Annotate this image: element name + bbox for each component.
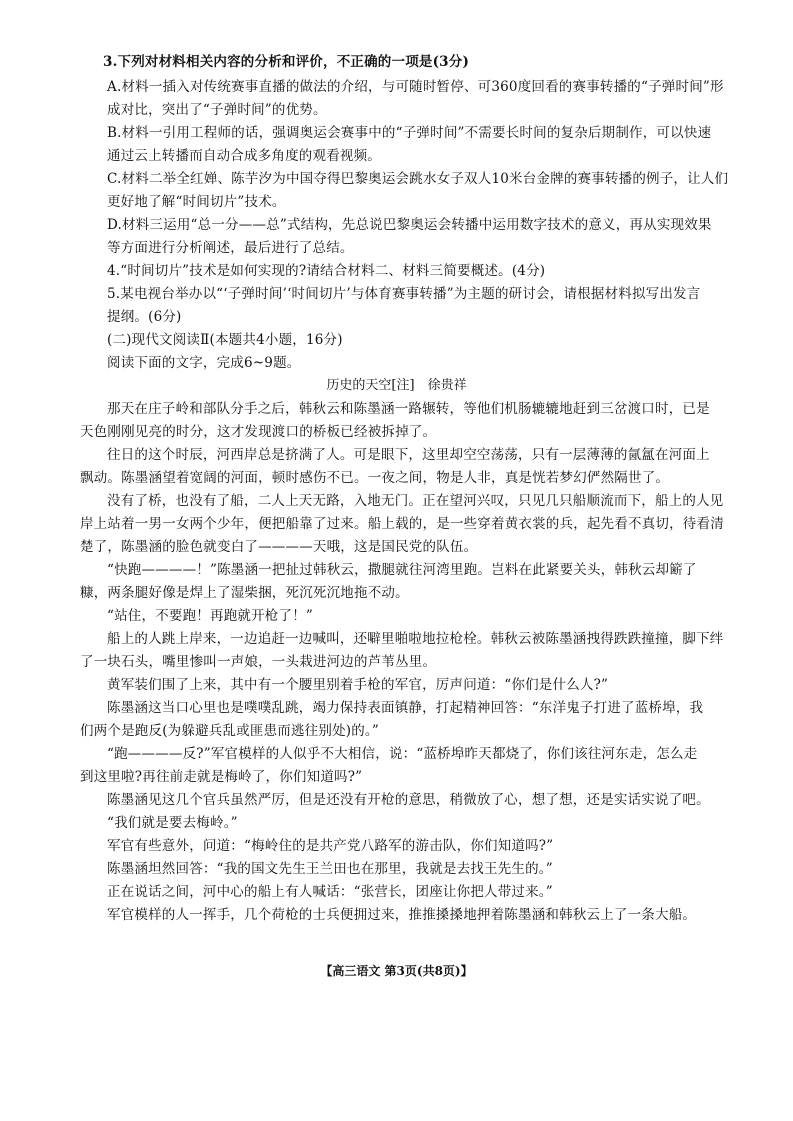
q3-option-a-line1: A.材料一插入对传统赛事直播的做法的介绍，与可随时暂停、可360度回看的赛事转播的“子弹时间”形 bbox=[107, 79, 724, 95]
paragraph-line: 糠，两条腿好像是焊上了湿柴捆，死沉死沉地拖不动。 bbox=[80, 585, 409, 601]
paragraph-line: 陈墨涵坦然回答：“我的国文先生王兰田也在那里，我就是去找王先生的。” bbox=[107, 861, 553, 877]
paragraph-line: 船上的人跳上岸来，一边追赶一边喊叫，还噼里啪啦地拉枪栓。韩秋云被陈墨涵拽得跌跌撞撞，脚下绊 bbox=[107, 631, 724, 647]
q3-option-c-line1: C.材料二举全红婵、陈芋汐为中国夺得巴黎奥运会跳水女子双人10米台金牌的赛事转播的例子，让人们 bbox=[107, 171, 729, 187]
paragraph-line: 飘动。陈墨涵望着宽阔的河面，顿时感伤不已。一夜之间，物是人非，真是恍若梦幻俨然隔世了。 bbox=[80, 470, 670, 486]
paragraph-line: “快跑————！”陈墨涵一把扯过韩秋云，撒腿就往河湾里跑。岂料在此紧要关头，韩秋云却簖了 bbox=[107, 562, 697, 578]
q3-option-d-line2: 等方面进行分析阐述，最后进行了总结。 bbox=[107, 240, 354, 256]
q5-stem-line1: 5.某电视台举办以“‘子弹时间’‘时间切片’与体育赛事转播”为主题的研讨会，请根据材料拟写出发言 bbox=[107, 286, 701, 302]
page-footer: 【高三语文 第3页(共8页)】 bbox=[320, 964, 473, 978]
paragraph-line: “跑————反?”军官模样的人似乎不大相信，说：“蓝桥埠昨天都烧了，你们该往河东走，怎么走 bbox=[107, 746, 698, 762]
paragraph-line: “站住，不要跑！再跑就开枪了！” bbox=[107, 608, 314, 624]
q4-stem: 4.“时间切片”技术是如何实现的?请结合材料二、材料三简要概述。(4分) bbox=[107, 263, 546, 279]
article-title: 历史的天空[注] 徐贵祥 bbox=[326, 378, 467, 393]
paragraph-line: 没有了桥，也没有了船，二人上天无路，入地无门。正在望河兴叹，只见几只船顺流而下，船上的人见 bbox=[107, 493, 724, 509]
paragraph-line: 黄军装们围了上来，其中有一个腰里别着手枪的军官，厉声问道：“你们是什么人?” bbox=[107, 677, 609, 693]
q3-option-b-line1: B.材料一引用工程师的话，强调奥运会赛事中的“子弹时间”不需要长时间的复杂后期制作，可以快速 bbox=[107, 125, 712, 141]
q3-stem: 3.下列对材料相关内容的分析和评价，不正确的一项是(3分) bbox=[103, 54, 470, 70]
paragraph-line: 军官有些意外，问道：“梅岭住的是共产党八路军的游击队，你们知道吗?” bbox=[107, 838, 554, 854]
paragraph-line: 楚了，陈墨涵的脸色就变白了————天哦，这是国民党的队伍。 bbox=[80, 539, 478, 555]
q3-option-b-line2: 通过云上转播而自动合成多角度的观看视频。 bbox=[107, 148, 381, 164]
paragraph-line: 陈墨涵这当口心里也是噗噗乱跳，竭力保持表面镇静，打起精神回答：“东洋鬼子打进了蓝桥埠，我 bbox=[107, 700, 704, 716]
paragraph-line: 陈墨涵见这几个官兵虽然严厉，但是还没有开枪的意思，稍微放了心，想了想，还是实话实说了吧。 bbox=[107, 792, 710, 808]
q5-stem-line2: 提纲。(6分) bbox=[107, 309, 182, 325]
paragraph-line: 正在说话之间，河中心的船上有人喊话：“张营长，团座让你把人带过来。” bbox=[107, 884, 553, 900]
q3-option-c-line2: 更好地了解“时间切片”技术。 bbox=[107, 194, 286, 210]
paragraph-line: 了一块石头，嘴里惨叫一声娘，一头栽进河边的芦苇丛里。 bbox=[80, 654, 437, 670]
q3-option-a-line2: 成对比，突出了“子弹时间”的优势。 bbox=[107, 102, 327, 118]
paragraph-line: 那天在庄子岭和部队分手之后，韩秋云和陈墨涵一路辗转，等他们机肠辘辘地赶到三岔渡口时，已是 bbox=[107, 401, 710, 417]
paragraph-line: 天色刚刚见亮的时分，这才发现渡口的桥板已经被拆掉了。 bbox=[80, 424, 437, 440]
paragraph-line: 军官模样的人一挥手，几个荷枪的士兵便拥过来，推推搡搡地押着陈墨涵和韩秋云上了一条大船。 bbox=[107, 907, 697, 923]
paragraph-line: “我们就是要去梅岭。” bbox=[107, 815, 238, 831]
paragraph-line: 到这里啦?再往前走就是梅岭了，你们知道吗?” bbox=[80, 769, 363, 785]
paragraph-line: 岸上站着一男一女两个少年，便把船靠了过来。船上载的，是一些穿着黄衣裳的兵，起先看不真切，待看清 bbox=[80, 516, 724, 532]
q3-option-d-line1: D.材料三运用“总一分——总”式结构，先总说巴黎奥运会转播中运用数字技术的意义，再从实现效果 bbox=[107, 217, 712, 233]
reading-instruction: 阅读下面的文字，完成6~9题。 bbox=[107, 355, 301, 371]
section-heading: (二)现代文阅读Ⅱ(本题共4小题，16分) bbox=[107, 332, 343, 348]
paragraph-line: 们两个是跑反(为躲避兵乱或匪患而逃往别处)的。” bbox=[80, 723, 379, 739]
paragraph-line: 往日的这个时辰，河西岸总是挤满了人。可是眼下，这里却空空荡荡，只有一层薄薄的氤氲在河面上 bbox=[107, 447, 710, 463]
